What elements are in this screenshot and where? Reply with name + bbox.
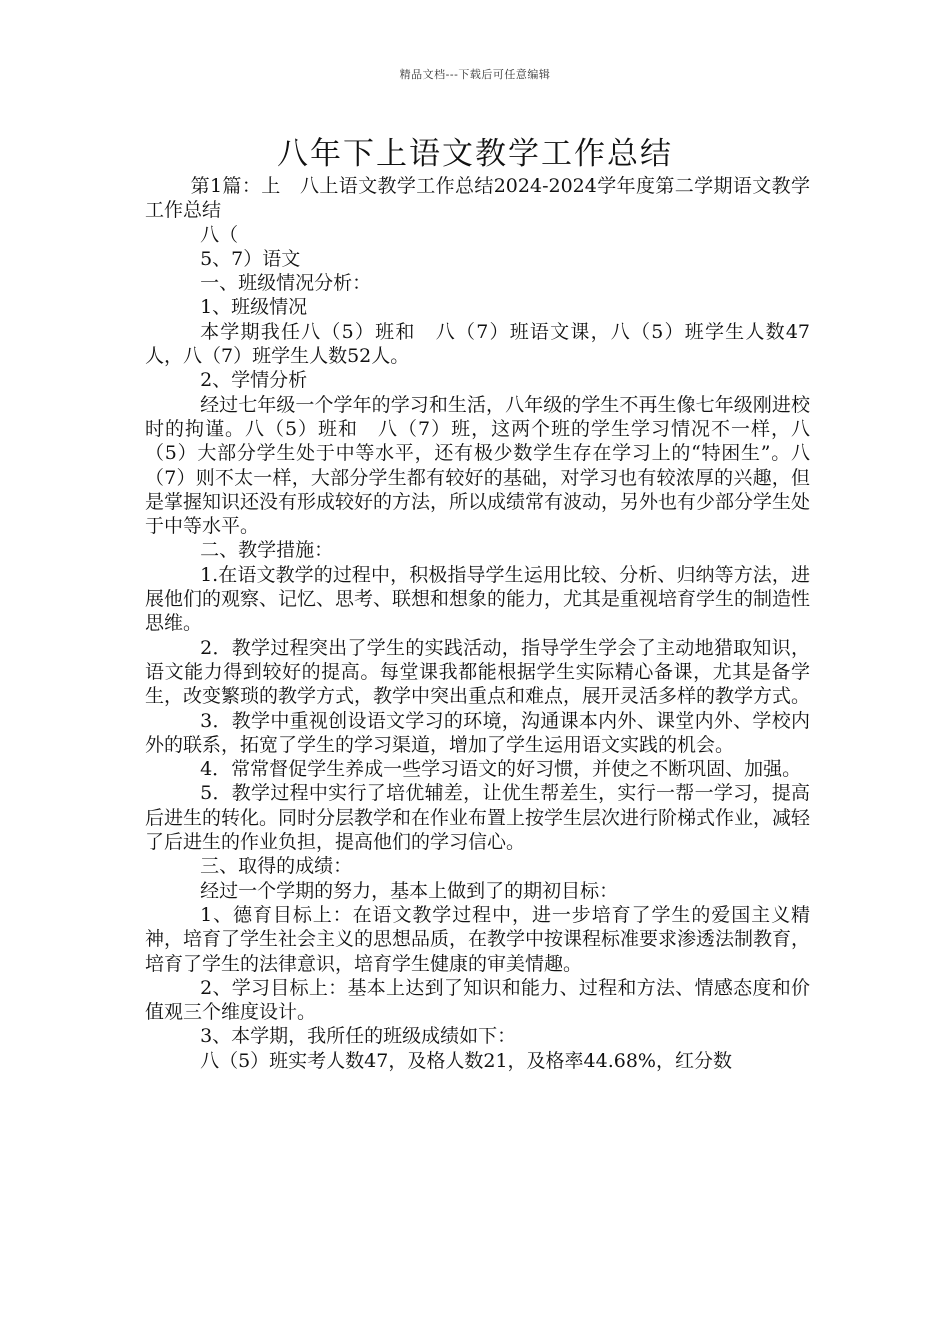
paragraph-achievements-intro: 经过一个学期的努力，基本上做到了的期初目标： bbox=[200, 879, 619, 902]
paragraph-class-5-grades: 八（5）班实考人数47，及格人数21，及格率44.68%，红分数 bbox=[200, 1049, 732, 1072]
paragraph-article-heading: 第1篇：上 八上语文教学工作总结2024-2024学年度第二学期语文教学工作总结 bbox=[145, 175, 810, 222]
paragraph-class-situation: 本学期我任八（5）班和 八（7）班语文课，八（5）班学生人数47人，八（7）班学生人数52人。 bbox=[145, 320, 810, 368]
subheading-student-analysis: 2、学情分析 bbox=[200, 369, 308, 392]
paragraph-student-analysis: 经过七年级一个学年的学习和生活，八年级的学生不再生像七年级刚进校时的拘谨。八（5）班和 八（7）班，这两个班的学生学习情况不一样，八（5）大部分学生处于中等水平，还有极少数学生存在学习上的“特困生”。八（7）则不太一样，大部分学生都有较好的基础，对学习也有较浓厚的兴趣，但是掌握知识还没有形成较好的方法，所以成绩常有波动，另外也有少部分学生处于中等水平。 bbox=[145, 393, 811, 538]
section-heading-teaching-measures: 二、教学措施： bbox=[200, 539, 334, 562]
paragraph-measure-3: 3．教学中重视创设语文学习的环境，沟通课本内外、课堂内外、学校内外的联系，拓宽了学生的学习渠道，增加了学生运用语文实践的机会。 bbox=[145, 709, 810, 756]
section-heading-achievements: 三、取得的成绩： bbox=[200, 855, 353, 878]
document-body bbox=[145, 174, 810, 1073]
paragraph-measure-4: 4．常常督促学生养成一些学习语文的好习惯，并使之不断巩固、加强。 bbox=[200, 758, 802, 781]
section-heading-class-analysis: 一、班级情况分析： bbox=[200, 272, 372, 295]
page-header-note: 精品文档---下载后可任意编辑 bbox=[399, 68, 551, 81]
paragraph-grades-intro: 3、本学期，我所任的班级成绩如下： bbox=[200, 1025, 517, 1048]
paragraph-measure-2: 2．教学过程突出了学生的实践活动，指导学生学会了主动地猎取知识，语文能力得到较好的提高。每堂课我都能根据学生实际精心备课，尤其是备学生，改变繁琐的教学方式，教学中突出重点和难点，展开灵活多样的教学方式。 bbox=[145, 636, 811, 708]
paragraph-measure-1: 1.在语文教学的过程中，积极指导学生运用比较、分析、归纳等方法，进展他们的观察、记忆、思考、联想和想象的能力，尤其是重视培育学生的制造性思维。 bbox=[145, 563, 811, 635]
paragraph-class-line-2: 5、7）语文 bbox=[200, 247, 301, 270]
paragraph-moral-goal: 1、德育目标上：在语文教学过程中，进一步培育了学生的爱国主义精神，培育了学生社会主义的思想品质，在教学中按课程标准要求渗透法制教育，培育了学生的法律意识，培育学生健康的审美情趣。 bbox=[145, 903, 811, 975]
document-title: 八年下上语文教学工作总结 bbox=[277, 136, 673, 172]
subheading-class-situation: 1、班级情况 bbox=[200, 296, 308, 319]
paragraph-measure-5: 5．教学过程中实行了培优辅差，让优生帮差生，实行一帮一学习，提高后进生的转化。同时分层教学和在作业布置上按学生层次进行阶梯式作业，减轻了后进生的作业负担，提高他们的学习信心。 bbox=[145, 782, 811, 854]
paragraph-class-line-1: 八（ bbox=[200, 223, 239, 246]
paragraph-learning-goal: 2、学习目标上：基本上达到了知识和能力、过程和方法、情感态度和价值观三个维度设计。 bbox=[145, 976, 810, 1024]
